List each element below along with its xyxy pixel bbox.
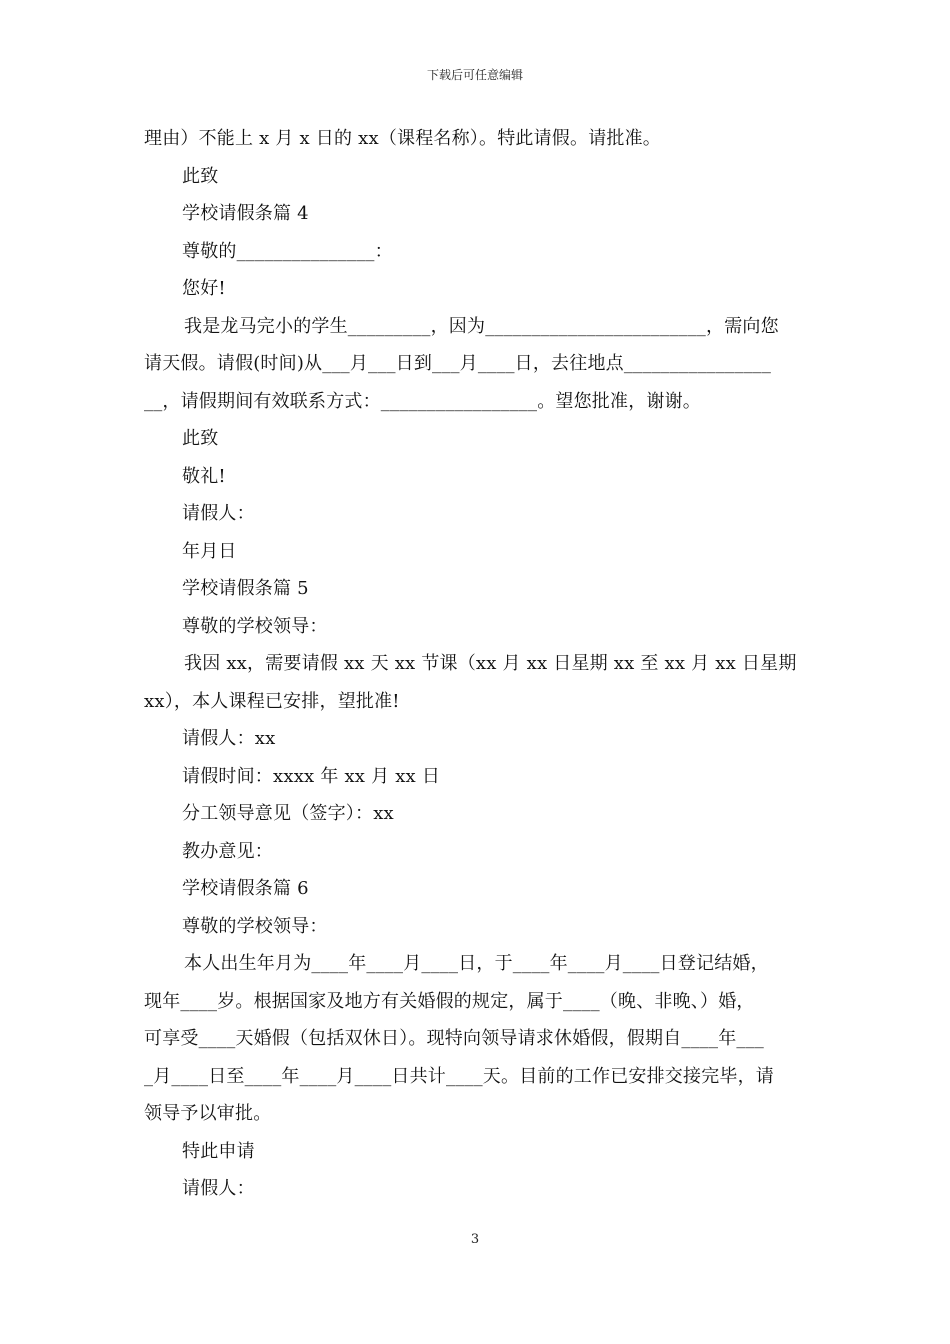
text-line: 请假时间：xxxx 年 xx 月 xx 日 — [182, 765, 441, 787]
section-heading: 学校请假条篇 6 — [182, 878, 309, 899]
text-line: 现年____岁。根据国家及地方有关婚假的规定，属于____（晚、非晚、）婚， — [144, 990, 755, 1012]
text-line: xx），本人课程已安排，望批准! — [144, 690, 400, 712]
text-line: 领导予以审批。 — [144, 1103, 272, 1124]
text-line: 特此申请 — [182, 1140, 255, 1162]
text-line: 请假人：xx — [182, 728, 276, 749]
section-heading: 学校请假条篇 5 — [182, 578, 309, 599]
salutation: 尊敬的学校领导： — [182, 915, 328, 937]
text-line: 请假人： — [182, 1178, 255, 1199]
text-line: 可享受____天婚假（包括双休日）。现特向领导请求休婚假，假期自____年___ — [144, 1028, 764, 1049]
salutation: 尊敬的学校领导： — [182, 615, 328, 637]
text-line: 此致 — [182, 165, 219, 187]
page-header: 下载后可任意编辑 — [426, 68, 523, 82]
text-line: 理由）不能上 x 月 x 日的 xx（课程名称）。特此请假。请批准。 — [144, 128, 662, 149]
text-line: 请假人： — [182, 503, 255, 524]
section-heading: 学校请假条篇 4 — [182, 203, 309, 224]
text-line: 请天假。请假(时间)从___月___日到___月____日，去往地点________________ — [144, 353, 772, 374]
text-line: 教办意见： — [182, 840, 273, 862]
greeting: 您好! — [182, 278, 226, 299]
text-line: 此致 — [182, 428, 219, 449]
text-line: _月____日至____年____月____日共计____天。目前的工作已安排交接完毕，请 — [144, 1065, 774, 1087]
salutation: 尊敬的_______________： — [182, 240, 393, 262]
page-number: 3 — [470, 1232, 480, 1247]
text-line: 我是龙马完小的学生_________，因为________________________，需向您 — [184, 315, 779, 337]
document-body — [144, 120, 808, 1208]
text-line: 年月日 — [182, 540, 237, 562]
text-line: 敬礼! — [182, 465, 226, 487]
text-line: 我因 xx，需要请假 xx 天 xx 节课（xx 月 xx 日星期 xx 至 xx 月 xx 日星期 — [184, 653, 797, 674]
text-line: 本人出生年月为____年____月____日，于____年____月____日登记结婚， — [184, 953, 769, 974]
text-line: 分工领导意见（签字）：xx — [182, 803, 394, 824]
text-line: __，请假期间有效联系方式：_________________。望您批准，谢谢。 — [144, 390, 701, 412]
